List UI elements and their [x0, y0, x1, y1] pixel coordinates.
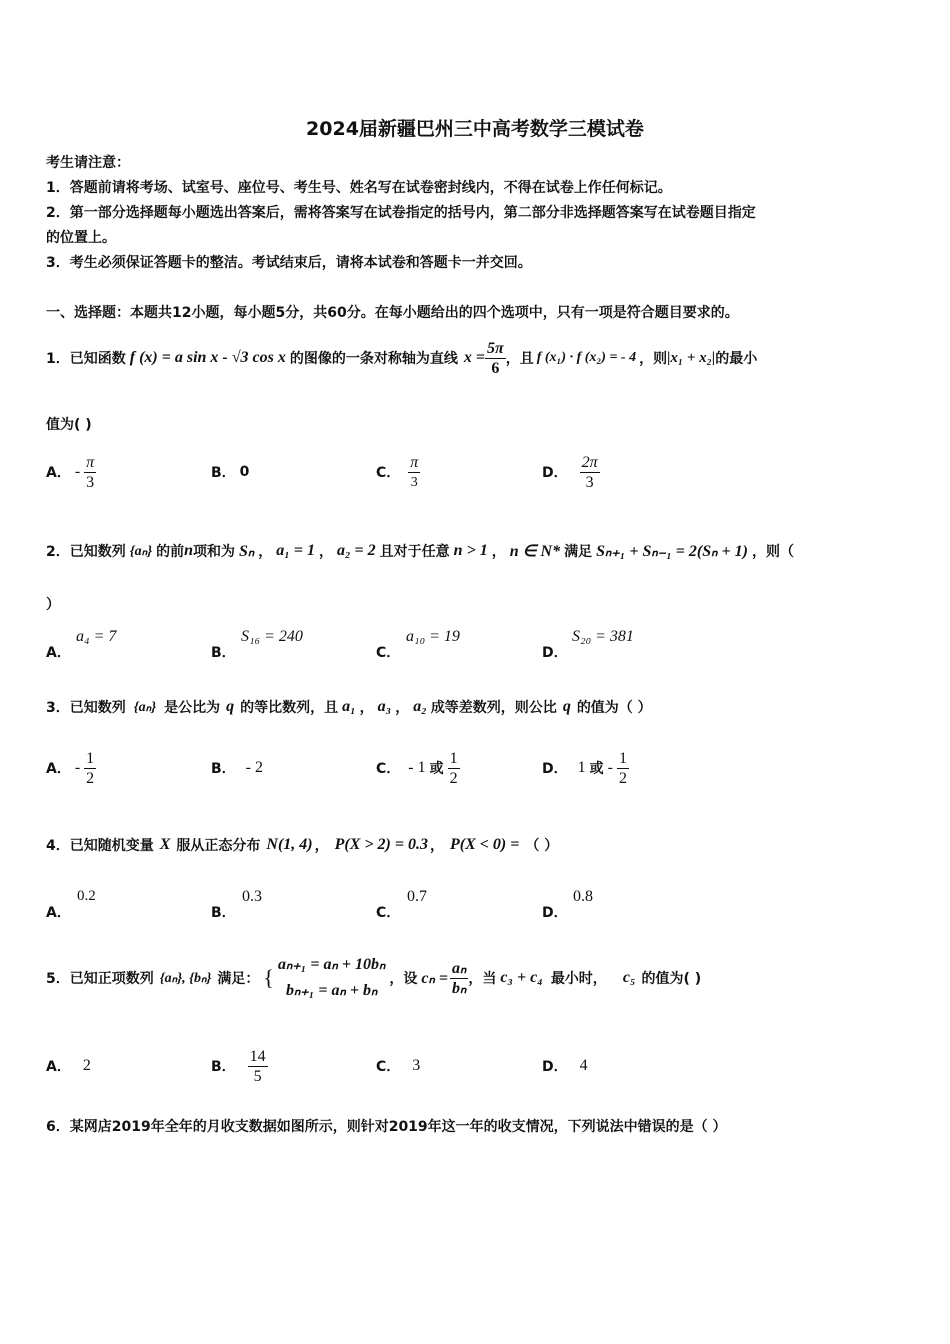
- notice-item-2: 2．第一部分选择题每小题选出答案后，需将答案写在试卷指定的括号内，第二部分非选择题答案写在试卷题目指定: [46, 205, 756, 221]
- q1-option-c[interactable]: C． $\frac{\pi}{3}$: [376, 453, 419, 490]
- q2-relation: Sₙ₊₁ + Sₙ₋₁ = 2(Sₙ + 1): [596, 543, 748, 560]
- q5-system: aₙ₊₁ = aₙ + 10bₙ bₙ₊₁ = aₙ + bₙ: [277, 956, 386, 999]
- q1-option-b[interactable]: B． 0: [211, 464, 250, 481]
- q1-options: [46, 450, 906, 494]
- notice-item-2-cont: 的位置上。: [46, 230, 116, 246]
- question-6: 6．某网店2019年全年的月收支数据如图所示，则针对2019年这一年的收支情况，下列说法中错误的是（ ）: [46, 1119, 727, 1135]
- q5-option-d[interactable]: D． 4: [542, 1057, 588, 1075]
- q5-option-b[interactable]: B． $\frac{14}{5}$: [211, 1047, 266, 1085]
- q3-option-d[interactable]: D． 1 或 - $\frac{1}{2}$: [542, 749, 627, 787]
- notice-item-1: 1．答题前请将考场、试室号、座位号、考生号、姓名写在试卷密封线内，不得在试卷上作任何标记。: [46, 180, 672, 196]
- q1-text-5: 的最小: [715, 351, 758, 367]
- q5-sequences: {aₙ}, {bₙ}: [159, 970, 212, 986]
- q1-option-a[interactable]: A． - $\frac{\pi}{3}$: [46, 453, 95, 491]
- section-heading: 一、选择题：本题共12小题，每小题5分，共60分。在每小题给出的四个选项中，只有一项是符合题目要求的。: [46, 305, 739, 321]
- q1-text-4: ，则: [639, 351, 668, 367]
- question-1: [46, 328, 757, 388]
- q4-distribution: N(1, 4): [266, 836, 313, 853]
- q5-option-a[interactable]: A． 2: [46, 1057, 91, 1075]
- q3-option-c[interactable]: C． - 1 或 $\frac{1}{2}$: [376, 749, 458, 787]
- q1-text-3: ，且: [505, 351, 534, 367]
- q3-option-a[interactable]: A． - $\frac{1}{2}$: [46, 749, 95, 787]
- q4-options: A． 0.2 B． 0.3 C． 0.7 D． 0.8: [46, 888, 593, 921]
- q1-option-d[interactable]: D． $\frac{2\pi}{3}$: [542, 453, 598, 491]
- q1-axis-lhs: x =: [463, 349, 485, 366]
- q1-condition: f (x₁) · f (x₂) = - 4: [536, 350, 637, 365]
- q1-axis-fraction: $\frac{5\pi}{6}$: [486, 339, 504, 377]
- q2-close-paren: ）: [46, 597, 60, 613]
- q1-abs: |x₁ + x₂|: [667, 349, 716, 366]
- page-title: 2024届新疆巴州三中高考数学三模试卷: [306, 118, 644, 140]
- q1-text-1: 1．已知函数: [46, 351, 126, 367]
- q1-function: f (x) = a sin x - √3 cos x: [129, 349, 286, 366]
- question-4: 4．已知随机变量 X 服从正态分布 N(1, 4) ， P(X > 2) = 0.3 ， P(X < 0) = （ ）: [46, 836, 559, 854]
- q5-options: [46, 1030, 906, 1085]
- question-5: 5．已知正项数列 {aₙ}, {bₙ} 满足： { aₙ₊₁ = aₙ + 10bₙ bₙ₊₁ = aₙ + bₙ ，设 cₙ = $\frac{\text{aₙ}}{\text{bₙ}}$ ，当 c₃ + c₄ 最小时， c₅ 的值为( ): [46, 946, 701, 1010]
- q1-text-6: 值为( ): [46, 417, 92, 433]
- notice-heading: 考生请注意：: [46, 155, 130, 171]
- q1-text-2: 的图像的一条对称轴为直线: [289, 351, 458, 367]
- notice-item-3: 3．考生必须保证答题卡的整洁。考试结束后，请将本试卷和答题卡一并交回。: [46, 255, 532, 271]
- q3-sequence: {aₙ}: [133, 699, 157, 715]
- question-3: 3．已知数列 {aₙ} 是公比为 q 的等比数列，且 a₁ ， a₃ ， a₂ 成等差数列，则公比 q 的值为（ ）: [46, 698, 652, 716]
- q2-sequence: {aₙ}: [129, 543, 153, 559]
- q5-option-c[interactable]: C． 3: [376, 1057, 421, 1075]
- q3-option-b[interactable]: B． - 2: [211, 759, 263, 777]
- q3-options: [46, 746, 906, 790]
- q2-options: A． a₄ = 7 B． S₁₆ = 240 C． a₁₀ = 19 D． S₂₀ = 381: [46, 628, 634, 661]
- question-2: 2．已知数列 {aₙ} 的前 n 项和为 Sₙ ， a₁ = 1 ， a₂ = 2 且对于任意 n > 1 ， n ∈ N* 满足 Sₙ₊₁ + Sₙ₋₁ = 2(Sₙ + 1) ，则（: [46, 542, 794, 560]
